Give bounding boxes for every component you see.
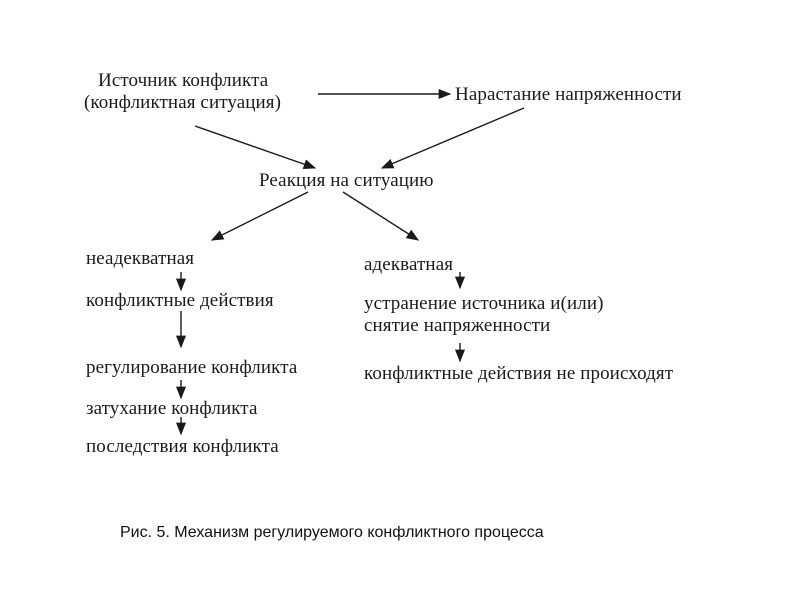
- inadequate-label: неадекватная: [86, 248, 195, 269]
- elimination-line-2: снятие напряженности: [364, 315, 551, 336]
- reaction-node: Реакция на ситуацию: [259, 170, 434, 191]
- source-line-2: (конфликтная ситуация): [84, 92, 282, 113]
- arrow-tension-to-reaction: [382, 108, 524, 168]
- inadequate-step-actions: конфликтные действия: [86, 290, 274, 311]
- adequate-label: адекватная: [364, 254, 454, 275]
- source-node: [84, 70, 281, 114]
- inadequate-step-fading: затухание конфликта: [86, 398, 258, 419]
- elimination-line-1: устранение источника и(или): [364, 293, 604, 314]
- inadequate-step-consequences: последствия конфликта: [86, 436, 279, 457]
- adequate-step-elimination: [364, 293, 604, 337]
- arrow-reaction-to-inadequate: [212, 192, 308, 240]
- adequate-step-no-actions: конфликтные действия не происходят: [364, 363, 674, 384]
- arrow-reaction-to-adequate: [343, 192, 418, 240]
- inadequate-step-regulation: регулирование конфликта: [86, 357, 298, 378]
- arrow-source-to-reaction: [195, 126, 315, 168]
- source-line-1: Источник конфликта: [98, 70, 269, 91]
- figure-caption: Рис. 5. Механизм регулируемого конфликтного процесса: [120, 524, 544, 541]
- tension-node: Нарастание напряженности: [455, 84, 682, 105]
